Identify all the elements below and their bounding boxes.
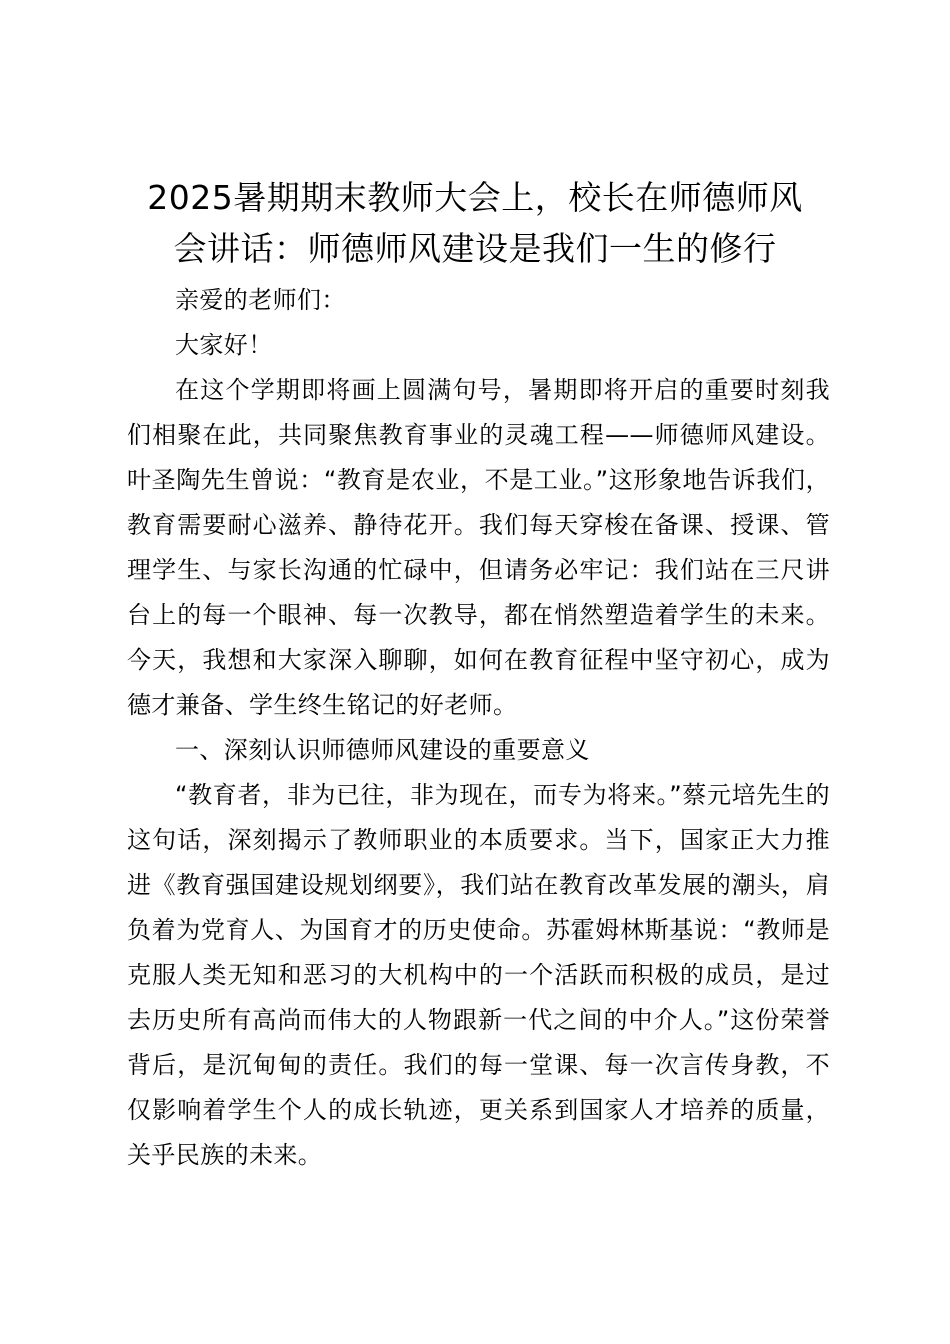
title-line-2: 会讲话：师德师风建设是我们一生的修行 xyxy=(173,229,777,268)
paragraph-1: 在这个学期即将画上圆满句号，暑期即将开启的重要时刻我们相聚在此，共同聚焦教育事业的灵魂工程——师德师风建设。叶圣陶先生曾说：“教育是农业，不是工业。”这形象地告诉我们，教育需要耐心滋养、静待花开。我们每天穿梭在备课、授课、管理学生、与家长沟通的忙碌中，但请务必牢记：我们站在三尺讲台上的每一个眼神、每一次教导，都在悄然塑造着学生的未来。今天，我想和大家深入聊聊，如何在教育征程中坚守初心，成为德才兼备、学生终生铭记的好老师。 xyxy=(127,376,830,719)
document-body xyxy=(127,278,830,1178)
section-heading-1: 一、深刻认识师德师风建设的重要意义 xyxy=(175,736,590,764)
title-line-1: 2025暑期期末教师大会上，校长在师德师风 xyxy=(147,178,803,217)
document-title xyxy=(120,172,830,274)
paragraph-2: “教育者，非为已往，非为现在，而专为将来。”蔡元培先生的这句话，深刻揭示了教师职业的本质要求。当下，国家正大力推进《教育强国建设规划纲要》，我们站在教育改革发展的潮头，肩负着为党育人、为国育才的历史使命。苏霍姆林斯基说：“教师是克服人类无知和恶习的大机构中的一个活跃而积极的成员，是过去历史所有高尚而伟大的人物跟新一代之间的中介人。”这份荣誉背后，是沉甸甸的责任。我们的每一堂课、每一次言传身教，不仅影响着学生个人的成长轨迹，更关系到国家人才培养的质量，关乎民族的未来。 xyxy=(127,781,830,1169)
salutation: 亲爱的老师们： xyxy=(175,286,346,314)
greeting: 大家好！ xyxy=(175,331,273,359)
